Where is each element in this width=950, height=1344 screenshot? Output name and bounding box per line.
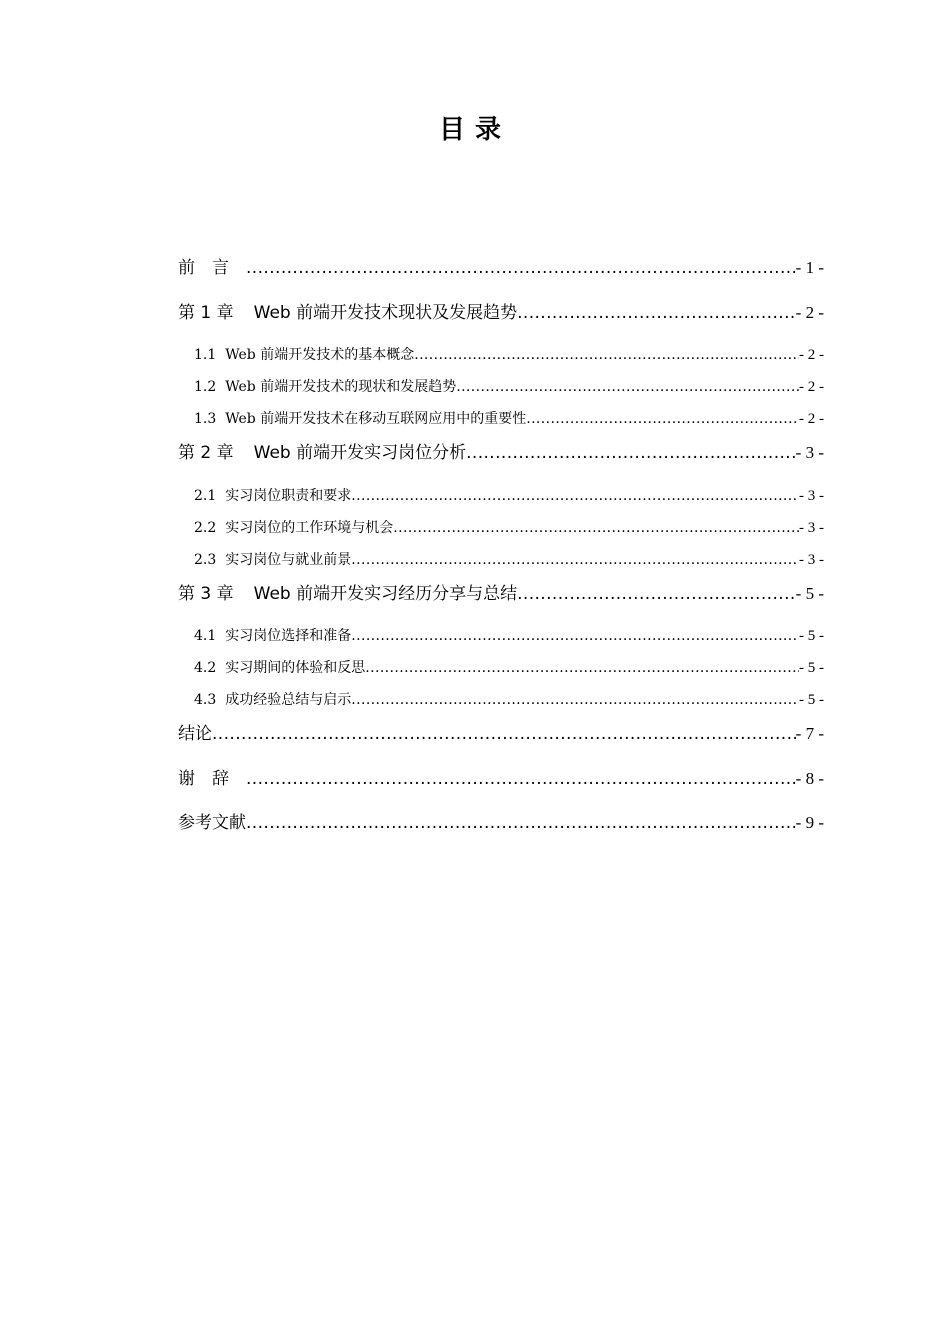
toc-entry[interactable]: [178, 480, 824, 512]
toc-dot-leader: [365, 652, 799, 684]
toc-dot-leader: [517, 576, 796, 612]
toc-entry-page: - 5 -: [799, 660, 824, 676]
toc-entry-label: 实习岗位选择和准备: [225, 628, 352, 644]
toc-dot-leader: [517, 295, 796, 331]
toc-entry-label: 实习岗位的工作环境与机会: [225, 519, 394, 536]
toc-dot-leader: [212, 716, 796, 752]
toc-dot-leader: [466, 435, 796, 471]
toc-dot-leader: [246, 761, 796, 797]
toc-entry-label: 实习岗位职责和要求: [225, 487, 352, 504]
toc-entry-page: - 3 -: [799, 487, 824, 504]
toc-entry[interactable]: [178, 403, 824, 435]
toc-entry-label: 实习岗位与就业前景: [225, 551, 352, 568]
toc-entry-number: 4.2: [194, 660, 217, 676]
toc-entry-label: 参考文献: [178, 813, 246, 833]
toc-dot-leader: [393, 512, 799, 544]
toc-entry-number: 第 3 章: [178, 583, 234, 604]
toc-dot-leader: [351, 544, 799, 576]
toc-entry-label: 谢辞: [178, 768, 246, 789]
toc-entry-page: - 3 -: [799, 551, 824, 568]
toc-dot-leader: [526, 403, 799, 435]
toc-entry[interactable]: [178, 620, 824, 652]
toc-entry-page: - 1 -: [795, 258, 824, 277]
toc-entry-label: Web 前端开发技术的现状和发展趋势: [225, 379, 457, 395]
toc-dot-leader: [351, 480, 799, 512]
toc-entry-label: 前言: [178, 258, 246, 278]
toc-entry-page: - 3 -: [795, 443, 824, 462]
toc-entry-page: - 8 -: [795, 768, 824, 788]
toc-entry-label: Web 前端开发实习经历分享与总结: [253, 583, 518, 604]
toc-dot-leader: [456, 371, 799, 403]
toc-entry[interactable]: [178, 371, 824, 403]
table-of-contents: [178, 250, 824, 850]
toc-dot-leader: [351, 620, 799, 652]
toc-entry[interactable]: [178, 339, 824, 371]
toc-entry-page: - 5 -: [799, 628, 824, 644]
toc-entry-page: - 5 -: [795, 583, 824, 603]
toc-entry-number: 2.2: [194, 519, 217, 536]
toc-entry-page: - 2 -: [795, 302, 824, 322]
toc-entry[interactable]: [178, 512, 824, 544]
toc-entry[interactable]: [178, 435, 824, 480]
toc-entry-number: 1.3: [194, 411, 217, 427]
toc-entry-page: - 2 -: [799, 379, 824, 395]
toc-dot-leader: [351, 684, 799, 716]
toc-entry-label: 结论: [178, 724, 212, 744]
toc-entry-number: 2.3: [194, 551, 217, 568]
toc-entry[interactable]: [178, 805, 824, 850]
toc-entry-label: 实习期间的体验和反思: [225, 660, 366, 676]
toc-entry-number: 4.3: [194, 692, 217, 708]
toc-dot-leader: [246, 805, 796, 841]
toc-dot-leader: [414, 339, 799, 371]
toc-entry-page: - 3 -: [799, 519, 824, 536]
toc-title: 目录: [438, 115, 511, 145]
toc-entry-number: 4.1: [194, 628, 217, 644]
toc-entry-page: - 2 -: [799, 411, 824, 427]
toc-entry[interactable]: [178, 684, 824, 716]
toc-entry-page: - 9 -: [795, 813, 824, 832]
toc-entry-page: - 7 -: [795, 724, 824, 743]
toc-entry-number: 1.2: [194, 379, 217, 395]
toc-entry-label: 成功经验总结与启示: [225, 692, 352, 708]
toc-entry[interactable]: [178, 716, 824, 761]
toc-entry-page: - 2 -: [799, 347, 824, 363]
toc-entry-page: - 5 -: [799, 692, 824, 708]
toc-entry-number: 第 1 章: [178, 302, 234, 323]
toc-entry-label: Web 前端开发技术现状及发展趋势: [253, 302, 518, 323]
toc-entry-number: 1.1: [194, 347, 217, 363]
toc-entry-label: Web 前端开发实习岗位分析: [253, 443, 467, 463]
toc-dot-leader: [246, 250, 796, 286]
toc-entry[interactable]: [178, 250, 824, 295]
toc-entry[interactable]: [178, 295, 824, 340]
toc-entry[interactable]: [178, 761, 824, 806]
toc-entry[interactable]: [178, 652, 824, 684]
toc-entry-label: Web 前端开发技术的基本概念: [225, 347, 415, 363]
toc-entry[interactable]: [178, 576, 824, 621]
toc-entry-number: 第 2 章: [178, 443, 234, 463]
toc-entry-label: Web 前端开发技术在移动互联网应用中的重要性: [225, 411, 527, 427]
toc-entry-number: 2.1: [194, 487, 217, 504]
toc-entry[interactable]: [178, 544, 824, 576]
